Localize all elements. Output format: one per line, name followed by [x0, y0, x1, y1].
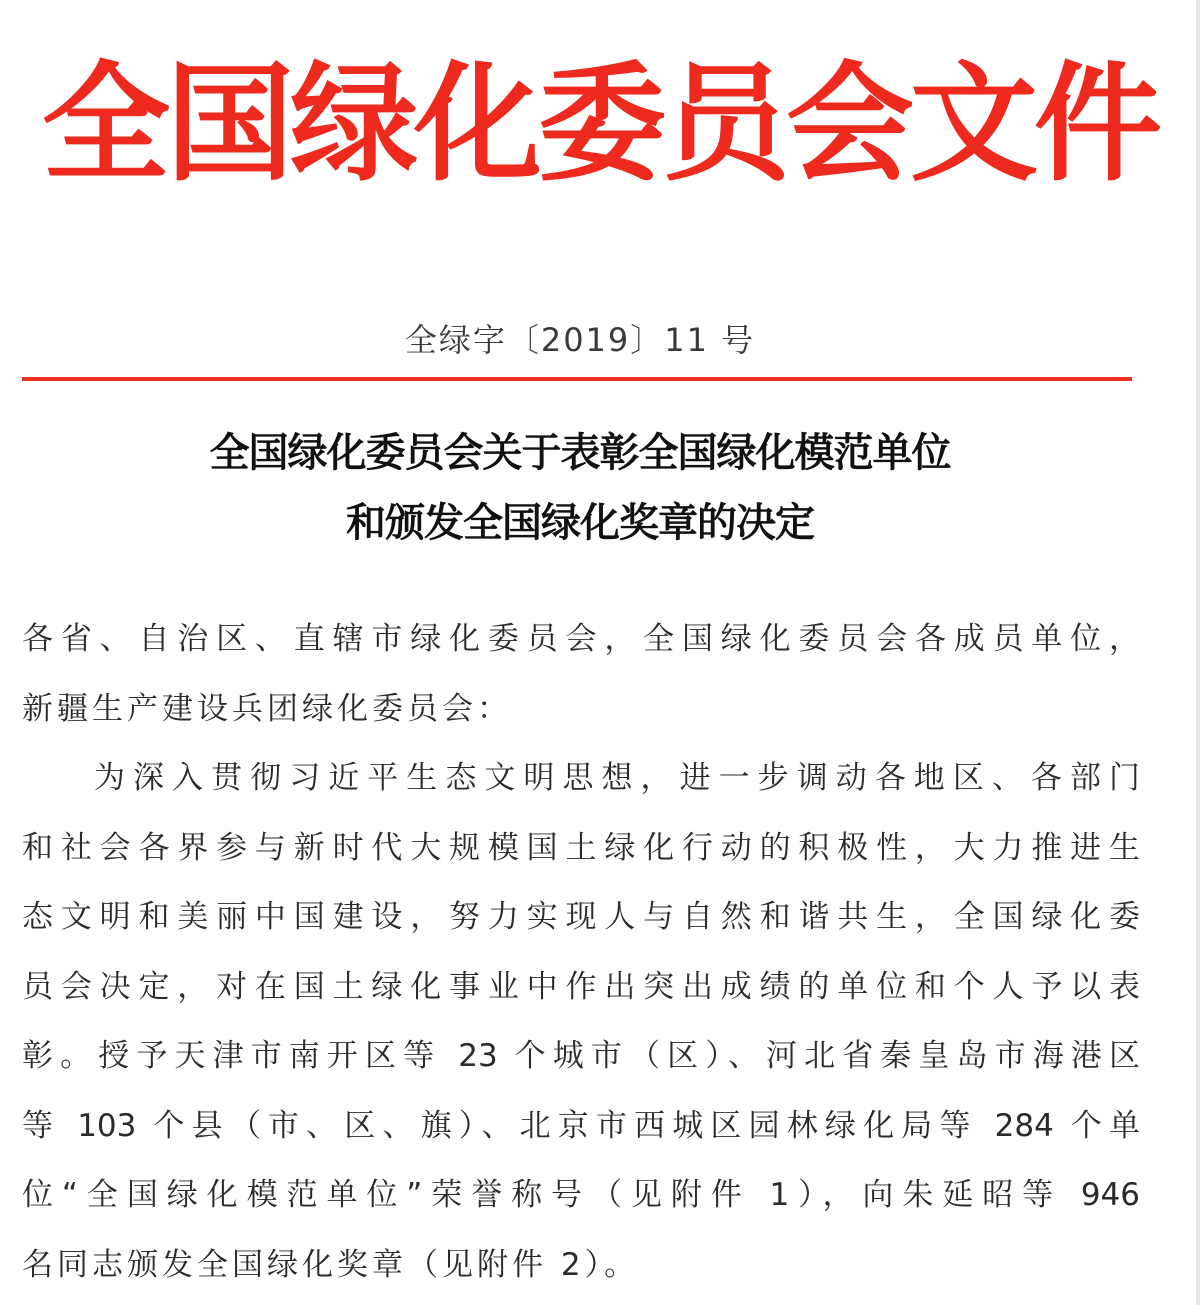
title-line-1: 全国绿化委员会关于表彰全国绿化模范单位	[209, 429, 951, 476]
body-line: 各省、自治区、直辖市绿化委员会，全国绿化委员会各成员单位，	[22, 621, 1140, 657]
body-line: 为深入贯彻习近平生态文明思想，进一步调动各地区、各部门	[94, 760, 1140, 796]
masthead-title: 全国绿化委员会文件	[41, 50, 1158, 199]
body-line: 名同志颁发全国绿化奖章（见附件 2）。	[22, 1246, 640, 1283]
document-body	[22, 605, 1140, 1300]
body-line: 彰。授予天津市南开区等 23 个城市（区）、河北省秦皇岛市海港区	[22, 1038, 1140, 1074]
body-line: 新疆生产建设兵团绿化委员会：	[22, 690, 512, 727]
title-line-2: 和颁发全国绿化奖章的决定	[346, 499, 814, 546]
body-line: 位“全国绿化模范单位”荣誉称号（见附件 1），向朱延昭等 946	[22, 1177, 1140, 1213]
document-number: 全绿字〔2019〕11 号	[404, 321, 756, 359]
document-title	[0, 418, 1160, 558]
red-divider-line	[22, 377, 1132, 381]
body-line: 态文明和美丽中国建设，努力实现人与自然和谐共生，全国绿化委	[22, 899, 1140, 935]
body-line: 员会决定，对在国土绿化事业中作出突出成绩的单位和个人予以表	[22, 968, 1140, 1005]
body-line: 等 103 个县（市、区、旗）、北京市西城区园林绿化局等 284 个单	[22, 1107, 1140, 1144]
body-line: 和社会各界参与新时代大规模国土绿化行动的积极性，大力推进生	[22, 829, 1140, 866]
